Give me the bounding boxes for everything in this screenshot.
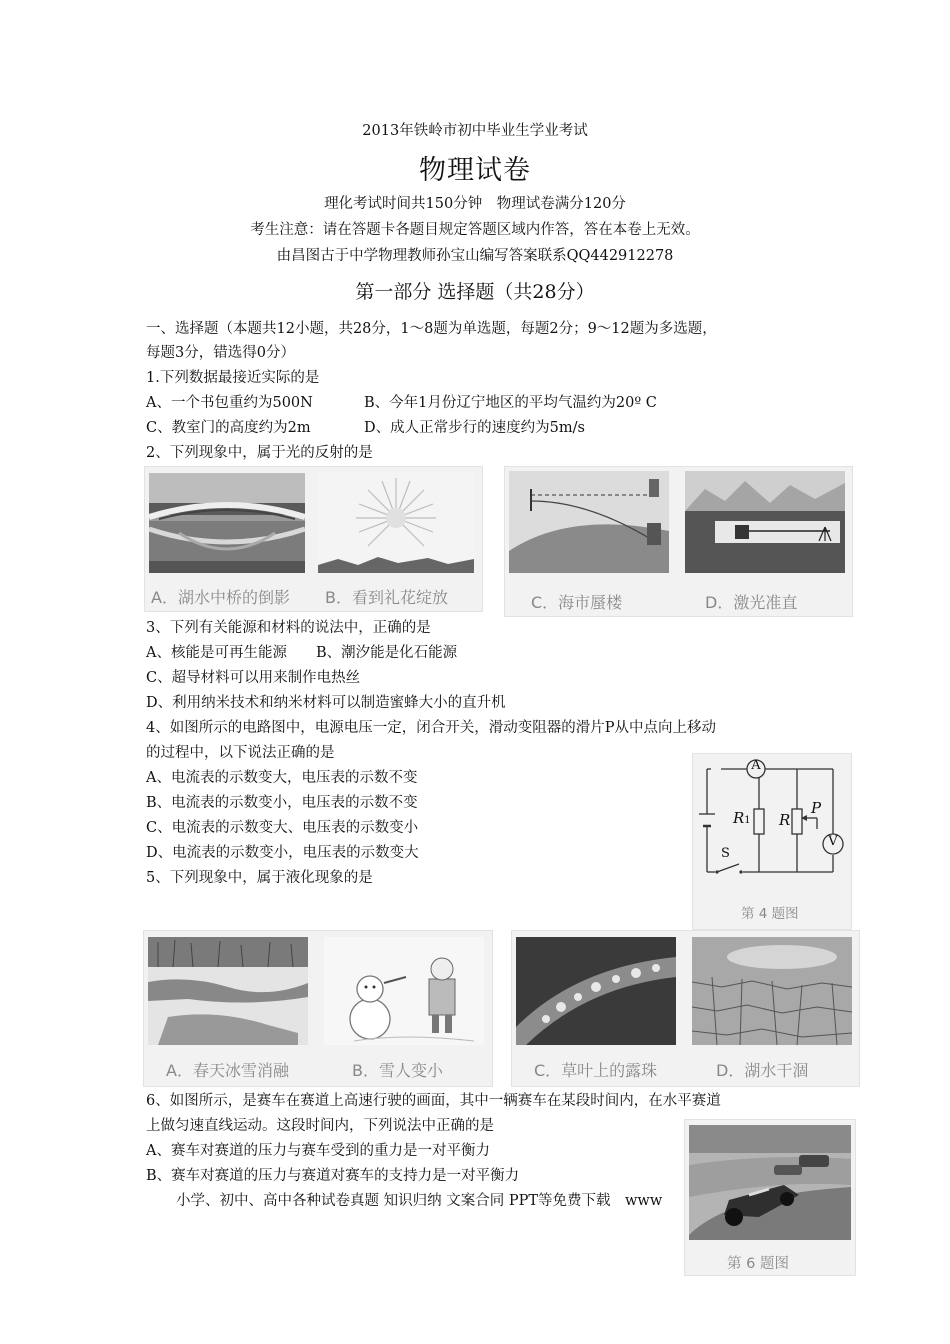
exam-notice: 考生注意：请在答题卡各题目规定答题区域内作答，答在本卷上无效。: [250, 222, 700, 238]
q1-option-a: A、一个书包重约为500N: [146, 395, 313, 411]
race-car-photo: [689, 1125, 851, 1240]
snowman-photo: [324, 937, 484, 1045]
q2-caption-d: D．激光准直: [705, 593, 798, 612]
q4-option-c: C、电流表的示数变大、电压表的示数变小: [146, 820, 419, 836]
resistor-r1-label: R1: [733, 809, 751, 827]
q5-stem: 5、下列现象中，属于液化现象的是: [146, 870, 373, 886]
q4-option-d: D、电流表的示数变小，电压表的示数变大: [146, 845, 419, 861]
q2-caption-b: B．看到礼花绽放: [325, 588, 448, 607]
fireworks-photo: [318, 473, 474, 573]
q3-option-d: D、利用纳米技术和纳米材料可以制造蜜蜂大小的直升机: [146, 695, 506, 711]
part1-title: 第一部分 选择题（共28分）: [355, 281, 595, 303]
switch-label: S: [721, 846, 730, 861]
q1-option-b: B、今年1月份辽宁地区的平均气温约为20º C: [364, 395, 657, 411]
q2-caption-a: A．湖水中桥的倒影: [151, 588, 290, 607]
laser-diagram: [685, 471, 845, 573]
q2-figure-right: [504, 466, 853, 617]
exam-heading: 2013年铁岭市初中毕业生学业考试: [362, 123, 588, 139]
section-intro: 一、选择题（本题共12小题，共28分，1～8题为单选题，每题2分；9～12题为多选题，: [146, 321, 717, 337]
bridge-reflection-photo: [149, 473, 305, 573]
q5-caption-d: D．湖水干涸: [716, 1061, 809, 1080]
q1-option-d: D、成人正常步行的速度约为5m/s: [364, 420, 585, 436]
q6-option-a: A、赛车对赛道的压力与赛车受到的重力是一对平衡力: [146, 1143, 490, 1159]
footer-ad: 小学、初中、高中各种试卷真题 知识归纳 文案合同 PPT等免费下载 www: [176, 1193, 663, 1209]
q4-circuit-figure: [692, 753, 852, 930]
dry-lake-photo: [692, 937, 852, 1045]
q4-option-b: B、电流表的示数变小，电压表的示数不变: [146, 795, 418, 811]
q1-stem: 1.下列数据最接近实际的是: [146, 370, 320, 386]
ammeter-symbol: A: [751, 758, 761, 773]
q3-option-ab: A、核能是可再生能源 B、潮汐能是化石能源: [146, 645, 458, 661]
q3-stem: 3、下列有关能源和材料的说法中，正确的是: [146, 620, 431, 636]
q5-figure-right: [511, 930, 860, 1087]
q5-caption-b: B．雪人变小: [352, 1061, 443, 1080]
q4-figure-label: 第 4 题图: [741, 906, 799, 922]
page-title: 物理试卷: [419, 155, 531, 186]
q5-caption-c: C．草叶上的露珠: [534, 1061, 658, 1080]
q3-option-c: C、超导材料可以用来制作电热丝: [146, 670, 361, 686]
exam-time-line: 理化考试时间共150分钟 物理试卷满分120分: [324, 196, 626, 212]
q6-figure: [684, 1119, 856, 1276]
q4-option-a: A、电流表的示数变大，电压表的示数不变: [146, 770, 418, 786]
melting-snow-photo: [148, 937, 308, 1045]
author-line: 由昌图古于中学物理教师孙宝山编写答案联系QQ442912278: [276, 248, 674, 264]
q6-stem: 6、如图所示，是赛车在赛道上高速行驶的画面，其中一辆赛车在某段时间内，在水平赛道: [146, 1093, 721, 1109]
q6-option-b: B、赛车对赛道的压力与赛道对赛车的支持力是一对平衡力: [146, 1168, 520, 1184]
q5-caption-a: A．春天冰雪消融: [166, 1061, 289, 1080]
voltmeter-symbol: V: [828, 834, 838, 849]
q4-stem: 4、如图所示的电路图中，电源电压一定，闭合开关，滑动变阻器的滑片P从中点向上移动: [146, 720, 716, 736]
q2-stem: 2、下列现象中，属于光的反射的是: [146, 445, 373, 461]
q1-option-c: C、教室门的高度约为2m: [146, 420, 311, 436]
q5-figure-left: [143, 930, 493, 1087]
section-intro-cont: 每题3分，错选得0分）: [146, 345, 295, 361]
mirage-diagram: [509, 471, 669, 573]
dewdrops-photo: [516, 937, 676, 1045]
rheostat-label: R: [779, 811, 791, 829]
slider-p-label: P: [811, 799, 822, 817]
q6-figure-label: 第 6 题图: [727, 1256, 789, 1272]
q6-stem-cont: 上做匀速直线运动。这段时间内，下列说法中正确的是: [146, 1118, 494, 1134]
q4-stem-cont: 的过程中，以下说法正确的是: [146, 745, 335, 761]
q2-caption-c: C．海市蜃楼: [531, 593, 623, 612]
q2-figure-left: [144, 466, 483, 612]
